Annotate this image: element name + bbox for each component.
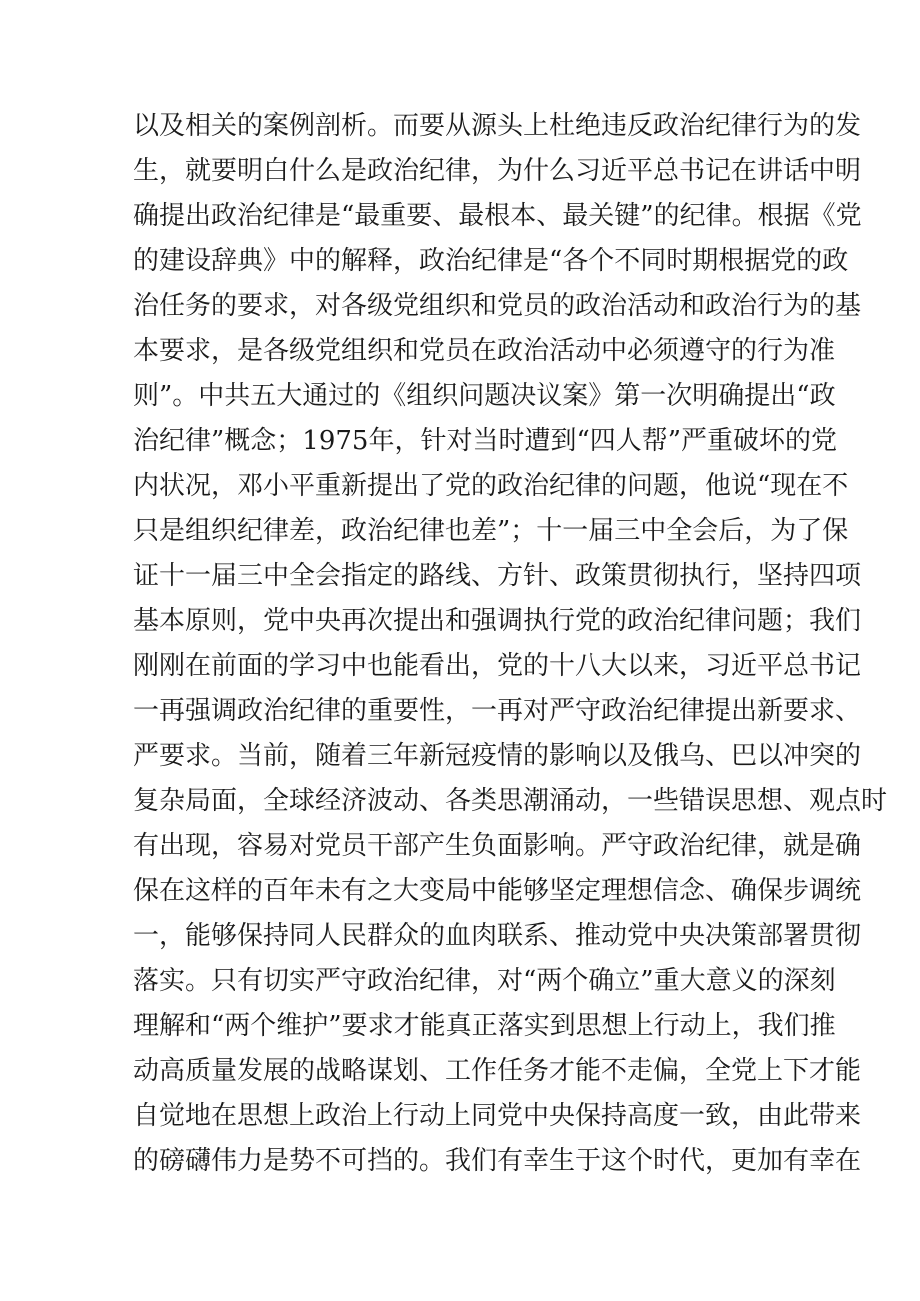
text-line: 治任务的要求，对各级党组织和党员的政治活动和政治行为的基 xyxy=(133,291,862,321)
text-line: 动高质量发展的战略谋划、工作任务才能不走偏，全党上下才能 xyxy=(133,1056,862,1086)
text-line: 有出现，容易对党员干部产生负面影响。严守政治纪律，就是确 xyxy=(133,831,862,861)
text-line: 严要求。当前，随着三年新冠疫情的影响以及俄乌、巴以冲突的 xyxy=(133,741,862,771)
text-line: 只是组织纪律差，政治纪律也差”；十一届三中全会后，为了保 xyxy=(133,516,849,546)
text-line: 基本原则，党中央再次提出和强调执行党的政治纪律问题；我们 xyxy=(133,606,862,636)
text-line: 则”。中共五大通过的《组织问题决议案》第一次明确提出“政 xyxy=(133,381,836,411)
text-line: 治纪律”概念；1975年，针对当时遭到“四人帮”严重破坏的党 xyxy=(133,426,838,456)
text-line: 的建设辞典》中的解释，政治纪律是“各个不同时期根据党的政 xyxy=(133,246,849,276)
text-line: 生，就要明白什么是政治纪律，为什么习近平总书记在讲话中明 xyxy=(133,156,862,186)
text-line: 本要求，是各级党组织和党员在政治活动中必须遵守的行为准 xyxy=(133,336,836,366)
text-line: 内状况，邓小平重新提出了党的政治纪律的问题，他说“现在不 xyxy=(133,471,849,501)
text-line: 一，能够保持同人民群众的血肉联系、推动党中央决策部署贯彻 xyxy=(133,921,862,951)
text-line: 刚刚在前面的学习中也能看出，党的十八大以来，习近平总书记 xyxy=(133,651,862,681)
text-line: 以及相关的案例剖析。而要从源头上杜绝违反政治纪律行为的发 xyxy=(133,111,862,141)
text-line: 落实。只有切实严守政治纪律，对“两个确立”重大意义的深刻 xyxy=(133,966,836,996)
text-line: 确提出政治纪律是“最重要、最根本、最关键”的纪律。根据《党 xyxy=(133,201,862,231)
text-line: 证十一届三中全会指定的路线、方针、政策贯彻执行，坚持四项 xyxy=(133,561,862,591)
text-line: 的磅礴伟力是势不可挡的。我们有幸生于这个时代，更加有幸在 xyxy=(133,1146,862,1176)
body-paragraph xyxy=(133,104,888,1184)
text-line: 复杂局面，全球经济波动、各类思潮涌动，一些错误思想、观点时 xyxy=(133,786,888,816)
text-line: 保在这样的百年未有之大变局中能够坚定理想信念、确保步调统 xyxy=(133,876,862,906)
text-line: 理解和“两个维护”要求才能真正落实到思想上行动上，我们推 xyxy=(133,1011,836,1041)
text-line: 自觉地在思想上政治上行动上同党中央保持高度一致，由此带来 xyxy=(133,1101,862,1131)
text-line: 一再强调政治纪律的重要性，一再对严守政治纪律提出新要求、 xyxy=(133,696,862,726)
